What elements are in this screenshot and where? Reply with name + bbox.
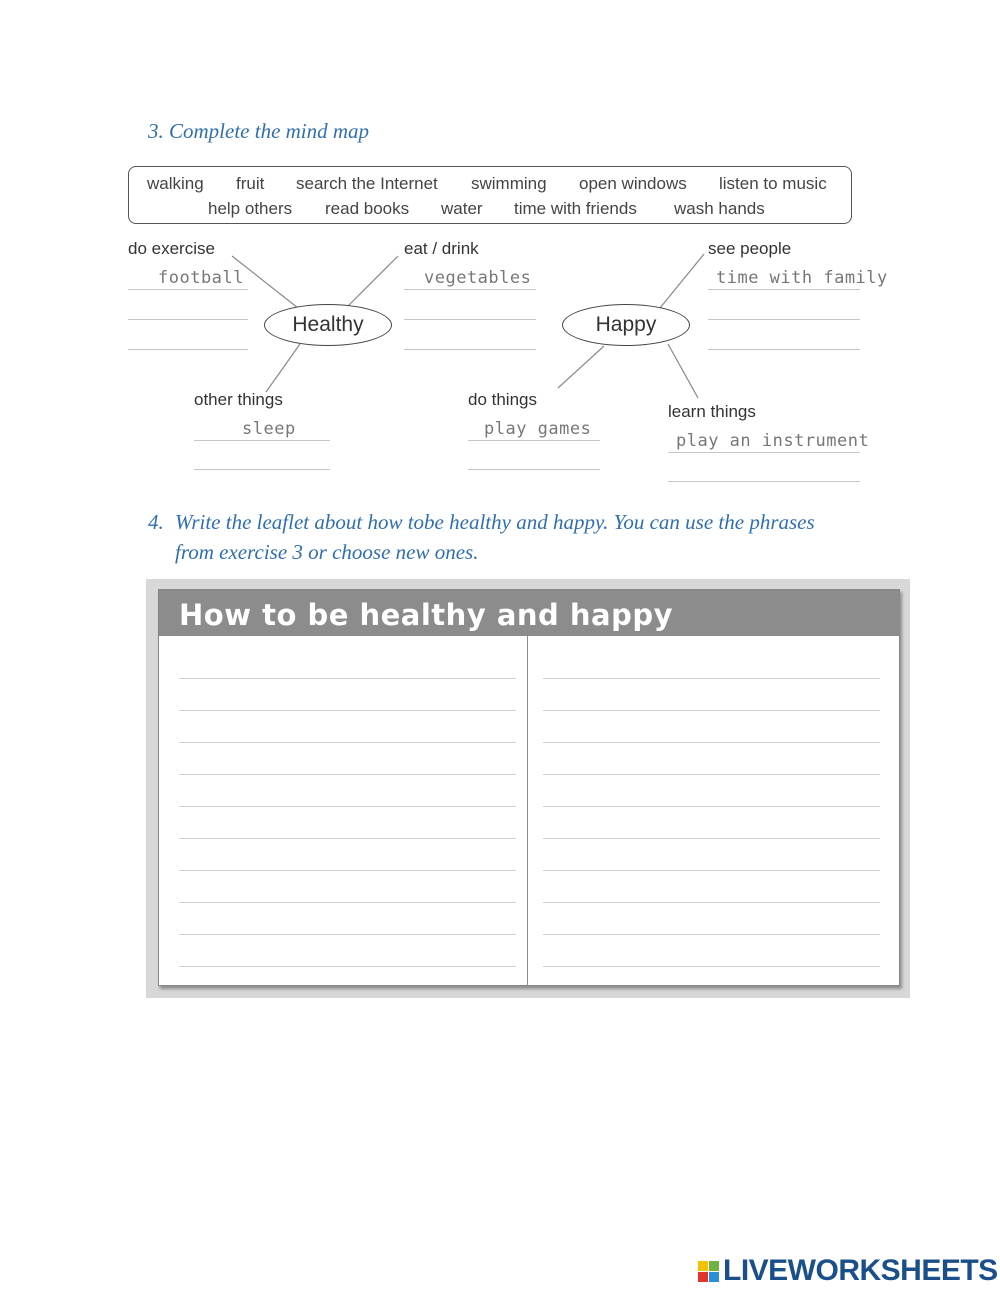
right-writing-line[interactable] — [543, 774, 880, 775]
answer-line — [708, 289, 860, 290]
answer-line — [468, 469, 600, 470]
exercise-3-instruction: 3. Complete the mind map — [148, 119, 370, 143]
exercise-4-instruction — [148, 507, 888, 567]
answer-line — [404, 289, 536, 290]
left-writing-line[interactable] — [179, 902, 516, 903]
word-bank-item: help others — [208, 199, 293, 218]
exercise-4-line-1: Write the leaflet about how tobe healthy and happy. You can use the phrases — [175, 510, 815, 534]
exercise-4-number: 4. — [148, 510, 164, 534]
branch-label-learn-things: learn things — [668, 402, 756, 421]
leaflet-header — [159, 590, 899, 636]
right-writing-line[interactable] — [543, 902, 880, 903]
word-bank-item: listen to music — [719, 174, 827, 193]
answer-line — [404, 349, 536, 350]
left-writing-line[interactable] — [179, 934, 516, 935]
answer-line — [708, 319, 860, 320]
liveworksheets-logo — [698, 1254, 998, 1288]
word-bank-item: time with friends — [514, 199, 637, 218]
answer-vegetables: vegetables — [424, 268, 532, 288]
left-writing-line[interactable] — [179, 838, 516, 839]
leaflet-title: How to be healthy and happy — [179, 598, 674, 632]
left-writing-line[interactable] — [179, 710, 516, 711]
exercise-4-line-2: from exercise 3 or choose new ones. — [175, 540, 479, 564]
branch-label-eat-drink: eat / drink — [404, 239, 479, 258]
answer-play-an-instrument: play an instrument — [676, 431, 870, 451]
word-bank-item: swimming — [471, 174, 547, 193]
right-writing-line[interactable] — [543, 806, 880, 807]
logo-text: LIVEWORKSHEETS — [723, 1254, 998, 1287]
branch-label-do-things: do things — [468, 390, 537, 409]
leaflet — [158, 589, 900, 986]
leaflet-column-divider — [527, 636, 528, 986]
happy-bubble: Happy — [562, 304, 690, 346]
right-writing-line[interactable] — [543, 870, 880, 871]
answer-line — [468, 440, 600, 441]
branch-label-see-people: see people — [708, 239, 792, 258]
left-writing-line[interactable] — [179, 774, 516, 775]
word-bank-item: read books — [325, 199, 410, 218]
answer-play-games: play games — [484, 419, 592, 439]
branch-label-do-exercise: do exercise — [128, 239, 215, 258]
left-writing-line[interactable] — [179, 678, 516, 679]
word-bank-item: walking — [147, 174, 204, 193]
word-bank-item: search the Internet — [296, 174, 438, 193]
logo-blocks-icon — [698, 1261, 719, 1282]
answer-time-with-family: time with family — [716, 268, 888, 288]
answer-sleep: sleep — [242, 419, 296, 439]
answer-line — [128, 289, 248, 290]
word-bank-item: fruit — [236, 174, 265, 193]
right-writing-line[interactable] — [543, 678, 880, 679]
answer-line — [194, 440, 330, 441]
right-writing-line[interactable] — [543, 838, 880, 839]
word-bank-item: wash hands — [674, 199, 765, 218]
answer-line — [128, 349, 248, 350]
answer-line — [668, 452, 860, 453]
answer-football: football — [158, 268, 244, 288]
healthy-bubble: Healthy — [264, 304, 392, 346]
left-writing-line[interactable] — [179, 870, 516, 871]
answer-line — [404, 319, 536, 320]
left-writing-line[interactable] — [179, 742, 516, 743]
left-writing-line[interactable] — [179, 806, 516, 807]
word-bank-item: water — [441, 199, 483, 218]
answer-line — [668, 481, 860, 482]
answer-line — [708, 349, 860, 350]
branch-label-other-things: other things — [194, 390, 283, 409]
right-writing-line[interactable] — [543, 934, 880, 935]
right-writing-line[interactable] — [543, 966, 880, 967]
right-writing-line[interactable] — [543, 710, 880, 711]
answer-line — [128, 319, 248, 320]
left-writing-line[interactable] — [179, 966, 516, 967]
answer-line — [194, 469, 330, 470]
word-bank-item: open windows — [579, 174, 687, 193]
right-writing-line[interactable] — [543, 742, 880, 743]
